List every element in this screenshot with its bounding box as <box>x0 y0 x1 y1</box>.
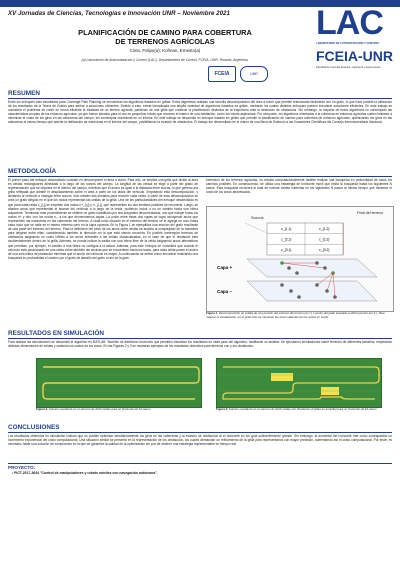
figure-3-caption <box>216 408 380 412</box>
figure-2-caption <box>36 408 200 412</box>
proyecto-heading: PROYECTO: <box>8 465 36 470</box>
affiliation: (a) Laboratorio de Automatización y Control (LAC), Departamento de Control, FCEIA, UNR. Rosario, Argentina. <box>81 58 249 62</box>
fceia-logo-subtitle: Facultad de Ciencias Exactas, Ingeniería y Agrimensura <box>316 66 381 69</box>
graph-node <box>287 266 291 270</box>
figure-3-coverage-path <box>223 367 379 399</box>
figure-1 <box>206 206 394 312</box>
cell-label: c_{1,1} <box>281 227 292 231</box>
surcos-pointer <box>245 223 267 233</box>
cell-label: c_{1,2} <box>319 227 330 231</box>
resumen-heading: RESUMEN <box>8 90 40 97</box>
conclusiones-heading: CONCLUSIONES <box>8 424 60 431</box>
title-line-1: PLANIFICACIÓN DE CAMINO PARA COBERTURA <box>78 28 252 37</box>
resultados-divider <box>8 338 392 339</box>
authors: Cinto, Felipe(a); Kofman, Ernesto(a) <box>129 48 201 53</box>
metodologia-column-2: extensión de los terrenos agrícolas, no resulta computacionalmente factible realizar una búsqueda en profundidad de todos los caminos posibles. En consecuencia, se utiliza una estrategia de horizonte móvil que limita la búsqueda hasta los siguientes N pasos. Esta búsqueda recorrerá al total de nuevas celdas cubiertas en los siguientes N pasos al mismo tiempo que minimice el costo de los arcos atravesados. <box>206 178 392 195</box>
cell-label: c_{2,1} <box>281 237 292 242</box>
figure-2-field <box>36 358 202 408</box>
conference-name: XV Jornadas de Ciencias, Tecnologías e Innovación UNR – Noviembre 2021 <box>8 10 230 17</box>
graph-node <box>295 271 299 275</box>
figure-3-caption-text: Camino resultante en un terreno de 3x20 celdas con obstáculos (celdas en amarillo) para un horizonte de 13 pasos. <box>228 407 378 411</box>
metodologia-heading: METODOLOGÍA <box>8 168 57 175</box>
lac-logo-subtitle: LABORATORIO DE AUTOMATIZACIÓN Y CONTROL <box>316 42 380 45</box>
cell-label: c_{2,2} <box>319 237 330 242</box>
figure-1-diagram <box>207 207 393 311</box>
layer-minus-plane <box>247 281 377 301</box>
title-line-2: DE TERRENOS AGRÍCOLAS <box>115 37 215 46</box>
fceia-unr-logo: FCEIA-UNR <box>316 48 393 64</box>
layer-plus-plane <box>247 259 377 277</box>
figure-3-field <box>216 358 382 408</box>
graph-node <box>297 295 301 299</box>
metodologia-divider <box>8 176 392 177</box>
figure-1-caption-label: Figura 1. <box>206 311 219 315</box>
figure-1-caption <box>206 312 392 319</box>
label-capa-plus: Capa + <box>217 265 233 270</box>
proyecto-text: • PICT-2017-3644 "Control de manipuladores y robots móviles con navegación autónoma". <box>12 471 158 475</box>
resultados-text: Para realizar las simulaciones se desarrolló el algoritmo en MATLAB. También se diseñaron funciones que permiten visualizar los resultados en cada paso del algoritmo, facilitando su análisis. Se ejecutaron simulaciones sobre terrenos de diferentes tamaños, empleando distintas dimensiones de celdas y variando los costos de los arcos. En las Figuras 2 y 3 se muestran ejemplos de los resultados obtenidos para terrenos con y sin obstáculos. <box>8 340 392 349</box>
label-capa-minus: Capa – <box>217 289 233 294</box>
resultados-heading: RESULTADOS EN SIMULACIÓN <box>8 330 104 337</box>
label-final-terreno: Final del terreno <box>357 211 383 215</box>
fceia-seal-logo: FCEIA <box>208 66 236 82</box>
lac-logo: LAC <box>316 4 383 42</box>
cell-label: c_{3,2} <box>319 248 330 252</box>
conclusiones-divider <box>8 432 392 433</box>
metodologia-column-1: El primer paso del enfoque desarrollado consiste en descomponer el área a cubrir. Para ello, se emplea una grilla que divide al área en celdas rectangulares alineadas a lo largo de los surcos del campo. La longitud de las celdas se elige a partir del grado de representación que se requiera en el interior del campo, mientras que el ancho es igual a la distancia entre surcos, lo que genera una grilla reflejada que admite el desplazamiento sobre el área a partir de los lados del vehículo. Empleando esta descomposición, y limitando al vehículo a navegar entre surcos, sólo existen dos sentidos para recorrer cada celda. A partir de esta descomposición se crea un grafo dirigido en el que los nodos representan las celdas de la grilla. Una de las particularidades del enfoque desarrollado es que para cada celda c_{i,j} se emplean dos nodos n+_{i,j} y n-_{i,j}, que representan los dos sentidos posibles de recorrerla. Luego, se añaden arcos que representan el avance del vehículo a lo largo de la celda, pudiendo incluir o no un cambio hacia una hilera adyacente. Terminado este procedimiento se obtiene un grafo constituido por dos subgrafos desconectados, uno que incluye todos los nodos n+ y otro con los nodos n-, a los que denominamos capas. La unión entre estas dos capas se logra incluyendo arcos que representen las maniobras en las cabeceras del terreno. A cada nodo ubicado en el extremo del terreno se le agrega un arco hacia cada nodo que se halle en el mismo extremo pero en la capa opuesta. En la Figura 1 se ejemplifica una sección del grafo resultante de una parte del extremo del terreno. Para la definición del peso de los arcos entre celdas se analiza la complejidad de la maniobra para dirigirse entre ellas, considerando también la dirección en la que está siendo recorrida. Es posible contemplar terrenos de obstáculos asignando un costo infinito a los arcos entrantes a las celdas obstaculizadas, en el caso de que el obstáculo esté accidentalmente dentro de la grilla. Además, se puede indicar la salida con una hilera libre de la celda asignando arcos alternativos que permitan, por ejemplo, el cambio a una hilera no contigua a la actual. Además, para este enfoque se considera que cuando el vehículo está posicionado en una celda cubre también las vecinas que se encuentran hacia los lados, para cada celda posee el ancho de una sola hilera de plantación mientras que el ancho del vehículo es mayor. A continuación se define cómo encontrar realizando una búsqueda en profundidad el camino por el grafo de tamaño del grafo a raíz de la gran <box>8 178 198 260</box>
poster-title <box>40 28 290 46</box>
graph-node <box>280 283 284 287</box>
figure-3-caption-label: Figura 3. <box>216 407 229 411</box>
figure-1-caption-text: Descomposición en celdas de una porción del extremo del terreno (en I.) y sector del grafo asociado a dicha porción (en II.). Para mejorar la visualización, en el grafo sólo se muestran los arcos salientes de los nodos en verde. <box>206 311 385 319</box>
obstacle-cell <box>271 373 293 381</box>
figure-2-caption-label: Figura 2. <box>36 407 49 411</box>
unr-seal-logo: UNR <box>240 66 268 82</box>
resumen-text: Entre los enfoques más estudiados para Coverage Path Planning se encuentran los algoritmos basados en grillas. Estos algoritmos realizan una sencilla descomposición del área a cubrir que permite relacionarla fácilmente con un grafo, lo que hace posible la utilización de los resultados de la Teoría de Grafos para arribar a soluciones eficientes. Debido a esto, existe formalizada una amplia variedad de algoritmos basados en grillas, mediante los cuales distintos enfoques pueden encontrar soluciones eficientes. En este trabajo se considera el problema de cubrir en forma eficiente la totalidad de un terreno agrícola, partiendo de una grilla que contiene la planificación dinámica de la trayectoria ante la detección de obstáculos. Sin embargo, la mayoría de estos algoritmos no contemplan las características propias de los entornos agrícolas, ya que fueron ideados para el uso en pequeños robots que recorren el interior de una habitación, como los robots aspiradora. Por otra parte, los algoritmos orientados a la cobertura en entornos agrícolas suelen limitarse a minimizar el costo de los giros en las cabeceras del campo, sin contemplar maniobras en su interior. En este trabajo se desarrolla un enfoque basado en grillas que permite la planificación de camino para cobertura de entornos agrícolas, optimizando los giros en las cabeceras al mismo tiempo que admite la realización de maniobras en el interior del campo, posibilitando la evasión de obstáculos. El trabajo fue desarrollado en el marco de una Beca de Estímulo a las Vocaciones Científicas del Consejo Interuniversitario Nacional. <box>8 100 392 125</box>
resumen-divider <box>8 98 392 99</box>
cell-grid <box>267 223 343 255</box>
figure-2-coverage-path <box>43 367 199 399</box>
proyecto-divider <box>8 463 392 464</box>
cell-label: c_{3,1} <box>281 248 292 252</box>
figure-2-path-plot <box>37 359 201 407</box>
figure-3-path-plot <box>217 359 381 407</box>
conclusiones-text: Los resultados obtenidos en simulación indican que es posible optimizar simultáneamente los giros en las cabeceras y la evasión de obstáculos al el horizonte en los guía suficientemente grande. Sin embargo, al aumentar del horizonte trae como contrapartida un incremento exponencial del costo computacional. Una situación similar se presenta en la representación de los obstáculos, los cuales demandan un refinamiento de la grilla para representarlos con mayor precisión, aumentando así el costo computacional. Por ende, es necesario hallar una solución de compromiso en la que se garantice la calidad de la optimización sin pos de obtener una estrategia implementable en tiempo real. <box>8 434 392 447</box>
figure-2-caption-text: Camino resultante en un terreno de 3x20 celdas para un horizonte de 13 pasos. <box>48 407 152 411</box>
label-surcos: Surcos <box>251 215 264 220</box>
graph-node <box>289 289 293 293</box>
